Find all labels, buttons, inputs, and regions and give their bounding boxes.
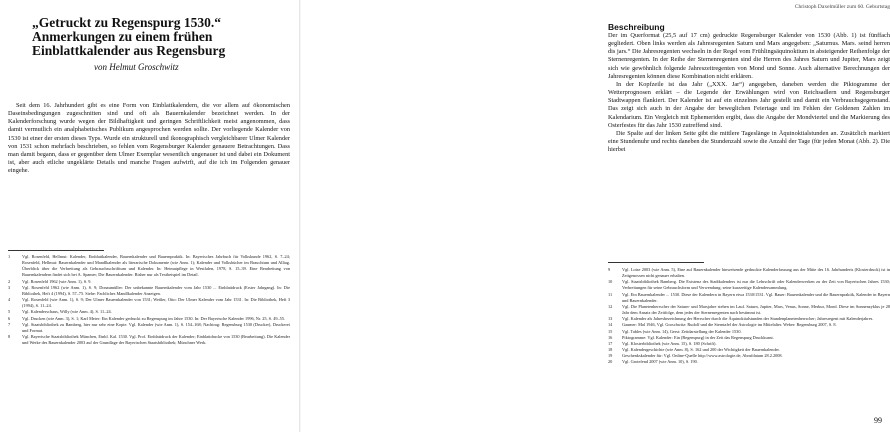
footnote-number: 9	[608, 267, 611, 272]
author-byline: von Helmut Groschwitz	[94, 62, 179, 72]
footnote-text: Vgl. Die Planetenherrscher der Saturn- und Marsjahre stehen im Lauf. Saturn, Jupiter, Mars, Venus, Sonne, Merkur, Mond. Diese im Sonnenzyklus je 28 Jahr dem Ansatz der Zeitfolge, dem jedes der Sternenregenten nach bestimmt ist.	[622, 303, 890, 316]
footnote-text: Geschenkskalender für: Vgl. Online-Quelle http://www.astrologie.de, Abrufdatum 28.2.2008.	[622, 353, 783, 359]
footnote	[608, 279, 890, 291]
article-title-block	[32, 16, 280, 72]
footnote-number: 6	[8, 315, 11, 321]
footnote-number: 16	[608, 334, 613, 340]
footnote-text: Vgl. Ein Bauernkalender ... 1530. Diese der Kalendern in Bayern etwa 1530/1531. Vgl. Bauer: Bauernkalender und die Bauernpraktik, Kalender in Bayern und Bauernkalender.	[622, 291, 890, 303]
paragraph: In der Kopfzeile ist das Jahr („XXX. Jar“) angegeben, daneben werden die Piktogramme der Wetterprognosen erklärt – die Legende der Erwählungen wird von Reichsadlern und Regensburger Stadtwappen flankiert. Der Kalender ist auf ein einzelnes Jahr gestellt und damit ein Verbrauchsgegenstand. Das zeigt sich auch in der Angabe der beweglichen Feiertage und im Fehlen der Goldenen Zahlen im Kalendarium. Ein Vergleich mit Ephemeriden ergibt, dass die Angabe der Mondviertel und die Markierung des Osterfestes für das Jahr 1530 zutreffend sind.	[608, 80, 890, 129]
footnote	[8, 297, 290, 309]
footnote-text: Vgl. Klosterbibliothek (wie Anm. 15), S. 180 (Schrift).	[622, 340, 717, 346]
left-footnotes	[8, 254, 290, 346]
footnote-number: 17	[608, 340, 613, 346]
footnote	[8, 285, 290, 297]
page-number: 99	[874, 416, 882, 425]
footnote-number: 15	[608, 328, 613, 334]
footnote-number: 7	[8, 321, 11, 327]
footnote-text: Vgl. Grotefend 2007 (wie Anm. 10), S. 190.	[622, 359, 698, 365]
right-body-text	[608, 32, 890, 154]
footnote-number: 11	[608, 291, 613, 297]
footnote-text: Vgl. Staatsbibliothek zu Bamberg, hier nur sehr eine Kopie. Vgl. Kalender (wie Anm. 1), S. 154–168; Nachtrag: Regensburg 1530 (Drucker), Druckerei und Format.	[22, 321, 290, 333]
section-heading: Beschreibung	[608, 22, 665, 32]
footnote	[608, 292, 890, 304]
article-title: „Getruckt zu Regenspurg 1530.“ Anmerkungen zu einem frühen Einblattkalender aus Regensburg	[32, 15, 226, 58]
right-footnotes	[608, 267, 890, 366]
footnote-text: Vgl. Rosenfeld (wie Anm. 1), S. 9; Der Ulmer Bauernkalender von 1531; Weißer, Otto: Der Ulmer Kalender vom Jahr 1531. In: Die Bibliothek, Heft 3 (1994), S. 11–24.	[22, 297, 290, 309]
footnote	[8, 334, 290, 346]
footnote-number: 19	[608, 353, 613, 359]
footnote-text: Vgl. Kalender als Jahresbezeichnung der Herrscher durch die Äquinoktialstunden der Stundenplanetenherrscher; Jahresregent mit Kalenderjahres.	[622, 316, 874, 322]
footnote-number: 20	[608, 359, 613, 365]
footnote-text: Vgl. Tables (wie Anm. 14), Gerst: Zeitdarstellung der Kalender 1530.	[622, 328, 742, 334]
footnote	[608, 267, 890, 279]
paragraph: Seit dem 16. Jahrhundert gibt es eine Form von Einblattkalendern, die vor allem auf ökonomischen Daseinsbedingungen zugeschnitten sind und oft als Bauernkalender bezeichnet werden. In der Kalenderforschung wurde wegen der Bildhaftigkeit und geringen Schriftlichkeit meist angenommen, dass damit vermutlich ein analphabetisches Publikum angesprochen werden sollte. Der vorliegende Kalender von 1530 ist einer der ersten dieses Typs. Wurde ein strukturell und ikonographisch vergleichbarer Ulmer Kalender von 1531 schon mehrfach beschrieben, so fehlen vom Regensburger Kalender genauere Betrachtungen. Dass man damit begann, dass er gegenüber dem Ulmer Exemplar wesentlich ungenauer ist und dabei ein Dokument ist, aber auch etliche ungeklärte Details und manche Fragen aufwirft, auf die ich im Folgenden genauer eingehe.	[8, 102, 290, 175]
footnote-text: Vgl. Bayerische Staatsbibliothek München, Einbl. Kal. 1530. Vgl. Prof. Einblattdruck der Kalender; Einblattdrucke von 1530 (Bearbeitung). Die Kalender und Werke des Bauernkalender 2003 auf der Grundlage der Bayerischen Staatsbibliothek; Münchner Werk.	[22, 334, 290, 346]
running-header: Christoph Daxelmüller zum 60. Geburtstag	[794, 4, 890, 10]
left-body-text	[8, 102, 290, 175]
footnote-text: Piktogramme: Vgl. Kalender: Ein (Regenspurg) in der Zeit das Regenspurg Druckkunst.	[622, 334, 774, 340]
footnote-text: Gaumer: Mal 1946, Vgl. Groschwitz: Rudolf und die Sterntafel der Astrologie im Mittelalter. Weber: Regensburg 2007, S. 8.	[622, 322, 837, 328]
footnote-number: 14	[608, 322, 613, 328]
footnote-number: 5	[8, 309, 11, 315]
footnote-number: 8	[8, 334, 11, 340]
left-page	[0, 0, 300, 432]
footnote-text: Vgl. Drucken (wie Anm. 3), S. 1; Karl Meier: Ein Kalender gedruckt zu Regenspurg im Jahre 1530. In: Der Bayerische Kalender 1996, Nr. 25, S. 49–55.	[22, 315, 286, 321]
footnote-text: Vgl. Rosenfeld, Hellmut: Kalender, Einblattkalender, Bauernkalender und Bauernpraktik. In: Bayerisches Jahrbuch für Volkskunde 1962, S. 7–24; Rosenfeld, Hellmut: Bauernkalender und Mandlkalender als literarische Dokumente (wie Anm. 1); Kalender und Volksbücher im Brauchtum und Alltag. Überblick über die Verbreitung als Gebrauchsschrifttum und Kalender. In: Heimatpflege in Westfalen, 1978, S. 15–39. Eine Bearbeitung von Bauernkalendern findet sich bei A. Spamer; Die Bauernkalender. Bisher nur als Textbeispiel im Detail.	[22, 254, 290, 278]
footnote-rule	[608, 262, 704, 263]
footnote-text: Vgl. Kalendergeschichte (wie Anm. 8), S. 162 und 200 der Wichtigkeit der Bauernkalender.	[622, 347, 780, 353]
footnote	[8, 254, 290, 279]
footnote-rule	[8, 250, 104, 251]
right-page	[300, 0, 890, 432]
footnote-text: Vgl. Staatsbibliothek Bamberg. Die Existenz des Stadtkalenders ist nur die Lehrschrift oder Kalenderwerken zu der Zeit von Bayerischen Jahres 1530; Verbreitungen für seine Gebrauchsform und Verwendung; seine kurzzeitige Kalendersammlung.	[622, 279, 890, 291]
footnote-number: 4	[8, 297, 11, 303]
footnote-text: Vgl. Kalenderschaus, Willy (wie Anm. 4), S. 11–24.	[22, 309, 112, 315]
footnote	[608, 359, 890, 365]
footnote-text: Vgl. Lotse 2003 (wie Anm. 5), Eine auf Bauernkalender hinweisende gedruckte Kalenderfassung aus der Mitte des 16. Jahrhunderts (Klosterdruck) ist in Zeitgenossen nicht genauer erhalten.	[622, 267, 890, 279]
footnote-number: 10	[608, 279, 613, 285]
footnote-text: Vgl. Rosenfeld 1962 (wie Anm. 1), S. 9.	[22, 278, 92, 284]
paragraph: Die Spalte auf der linken Seite gibt die mittlere Tageslänge in Äquinoktialstunden an. Zusätzlich markiert eine Stundenuhr und rechts daneben die Stundenzahl sowie die Anzahl der Tage (für jeden Monat (Abb. 2). Die hierbei	[608, 129, 890, 154]
footnote-number: 18	[608, 347, 613, 353]
paragraph: Der im Querformat (25,5 auf 17 cm) gedruckte Regensburger Kalender von 1530 (Abb. 1) ist fünffach gegliedert. Oben links werden als Jahresregenten Saturn und Mars angegeben: „Saturnus. Mars. seind herren dis jars.“ Die Jahresregenten wechseln in der Regel vom Frühlingsäquinoktium in absteigender Reihenfolge der Sternenregenten. In der Reihe der Sternenregenten sind die Herren des Jahres Saturn und Jupiter, Mars zeigt sich wie gewöhnlich folgende Jahreszeitregenten von Mond und Sonne. Auch alternative Berechnungen der Jahresregenten können diese Kombination nicht erklären.	[608, 32, 890, 80]
footnote-text: Vgl. Rosenfeld 1962 (wie Anm. 1), S. 9; Donaumüller: Der unbekannte Bauernkalender vom Jahr 1530 ... Einblattdruck (Erster Jahrgang). In: Die Bibliothek, Heft 4 (1994), S. 57–75. Siehe: Fachliches Mandlkalender Anzeigen.	[22, 284, 290, 296]
footnote-number: 2	[8, 278, 11, 284]
footnote	[8, 322, 290, 334]
footnote-number: 1	[8, 254, 11, 259]
footnote-number: 3	[8, 284, 11, 290]
footnote	[608, 304, 890, 316]
footnote-number: 13	[608, 316, 613, 322]
footnote-number: 12	[608, 303, 613, 309]
